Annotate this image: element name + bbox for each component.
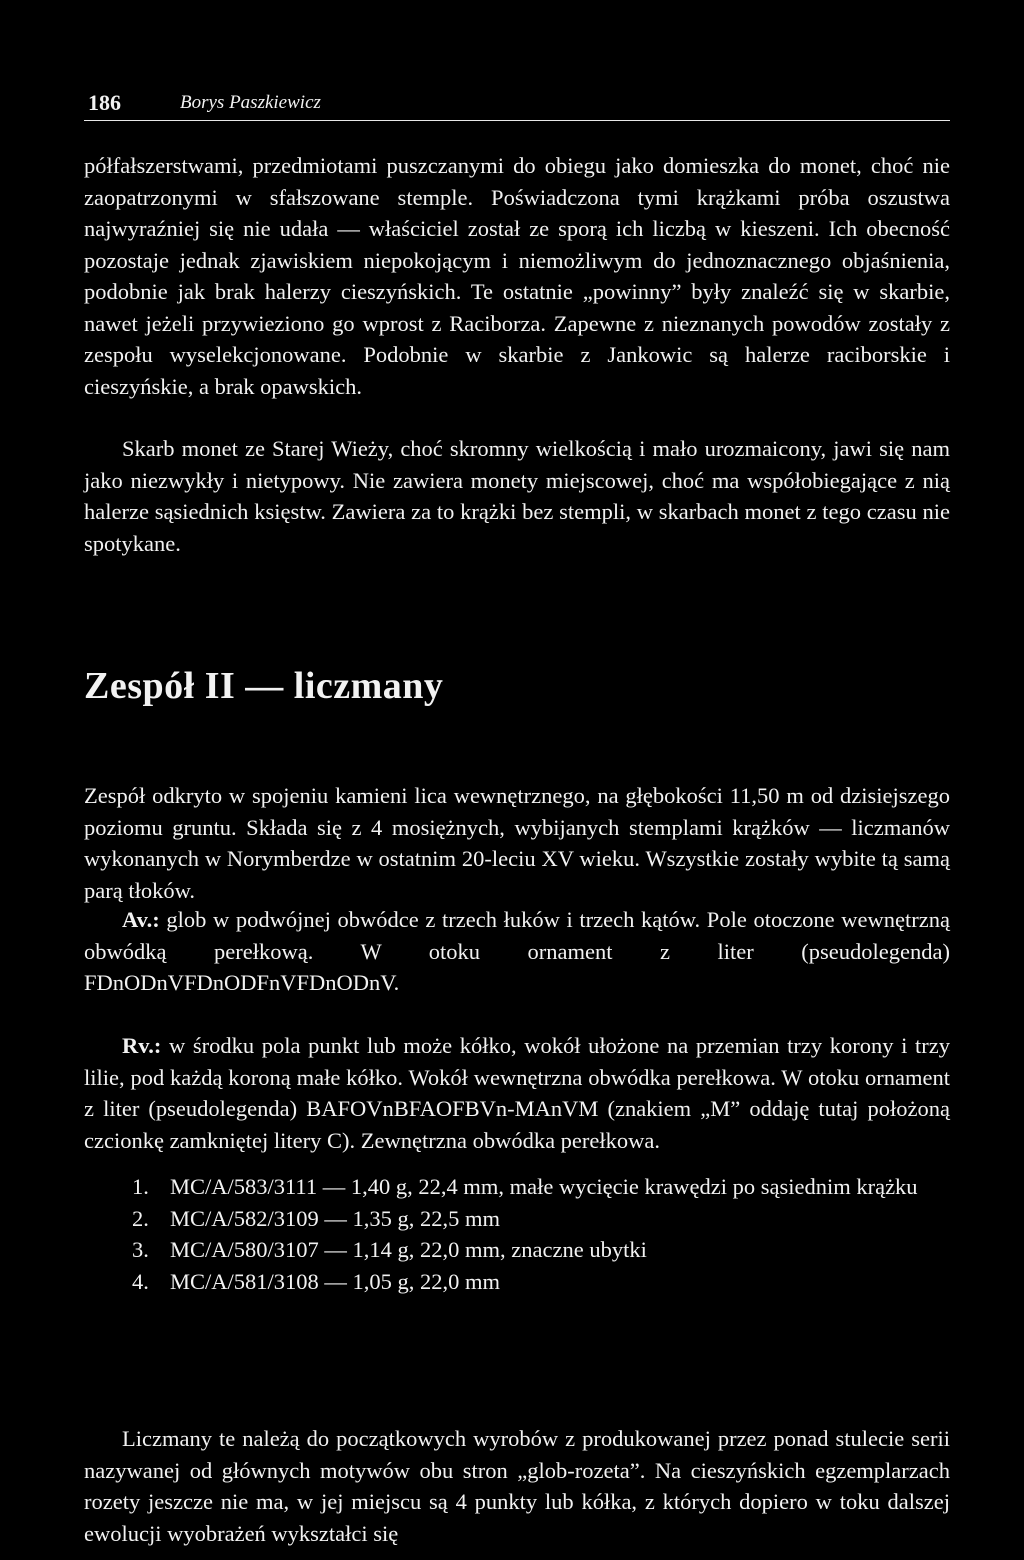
catalogue-text: MC/A/580/3107 — 1,14 g, 22,0 mm, znaczne ubytki: [170, 1237, 647, 1262]
reverse-text: w środku pola punkt lub może kółko, wokół ułożone na przemian trzy korony i trzy lilie, pod każdą koroną małe kółko. Wokół wewnętrzna obwódka perełkowa. W otoku ornament z liter (pseudolegenda) BAFOVnBFAOFBVn-MAnVM (znakiem „M” oddaję tutaj położoną czcionkę zamkniętej litery C). Zewnętrzna obwódka perełkowa.: [84, 1033, 950, 1153]
section-title: Zespół II — liczmany: [84, 665, 444, 707]
catalogue-text: MC/A/582/3109 — 1,35 g, 22,5 mm: [170, 1205, 501, 1231]
reverse-label: Rv.:: [122, 1033, 162, 1058]
catalogue-number: 4.: [132, 1268, 149, 1294]
catalogue-text: MC/A/583/3111 — 1,40 g, 22,4 mm, małe wycięcie krawędzi po sąsiednim krążku: [170, 1174, 918, 1199]
paragraph-2: Skarb monet ze Starej Wieży, choć skromny wielkością i mało urozmaicony, jawi się nam jako niezwykły i nietypowy. Nie zawiera monety miejscowej, choć ma współobiegające z nią halerze sąsiednich księstw. Zawiera za to krążki bez stempli, w skarbach monet z tego czasu nie spotykane.: [84, 436, 950, 556]
page-number: 186: [88, 90, 121, 115]
catalogue-item: [84, 1171, 950, 1203]
catalogue-number: 1.: [132, 1174, 149, 1199]
catalogue-text: MC/A/581/3108 — 1,05 g, 22,0 mm: [170, 1268, 501, 1294]
obverse-text: glob w podwójnej obwódce z trzech łuków i trzech kątów. Pole otoczone wewnętrzną obwódką perełkową. W otoku ornament z liter (pseudolegenda) FDnODnVFDnODFnVFDnODnV.: [84, 907, 950, 995]
catalogue-item: [84, 1203, 950, 1235]
reverse-description: [84, 1030, 950, 1156]
page-header: [84, 90, 950, 121]
paragraph-1: półfałszerstwami, przedmiotami puszczanymi do obiegu jako domieszka do monet, choć nie zaopatrzonymi w sfałszowane stemple. Poświadczona tymi krążkami próba oszustwa najwyraźniej się nie udała — właściciel został ze sporą ich liczbą w kieszeni. Ich obecność pozostaje jednak zjawiskiem niepokojącym i niemożliwym do jednoznacznego objaśnienia, podobnie jak brak halerzy cieszyńskich. Te ostatnie „powinny” były znaleźć się w skarbie, nawet jeżeli przywieziono go wprost z Raciborza. Zapewne z nieznanych powodów zostały z zespołu wyselekcjonowane. Podobnie w skarbie z Jankowic są halerze raciborskie i cieszyńskie, a brak opawskich.: [84, 153, 950, 399]
running-head: Borys Paszkiewicz: [180, 92, 321, 113]
catalogue-item: [84, 1234, 950, 1266]
obverse-description: [84, 904, 950, 999]
catalogue-item: [84, 1266, 950, 1298]
obverse-label: Av.:: [122, 907, 160, 932]
paragraph-3: Zespół odkryto w spojeniu kamieni lica wewnętrznego, na głębokości 11,50 m od dzisiejszego poziomu gruntu. Składa się z 4 mosiężnych, wybijanych stemplami krążków — liczmanów wykonanych w Norymberdze w ostatnim 20-leciu XV wieku. Wszystkie zostały wybite tą samą parą tłoków.: [84, 783, 950, 903]
catalogue-number: 2.: [132, 1205, 149, 1231]
coin-catalogue: [84, 1171, 950, 1297]
paragraph-final: Liczmany te należą do początkowych wyrobów z produkowanej przez ponad stulecie serii nazywanej od głównych motywów obu stron „glob-rozeta”. Na cieszyńskich egzemplarzach rozety jeszcze nie ma, w jej miejscu są 4 punkty lub kółka, z których dopiero w toku dalszej ewolucji wyobrażeń wykształci się: [84, 1426, 950, 1546]
catalogue-number: 3.: [132, 1237, 149, 1262]
